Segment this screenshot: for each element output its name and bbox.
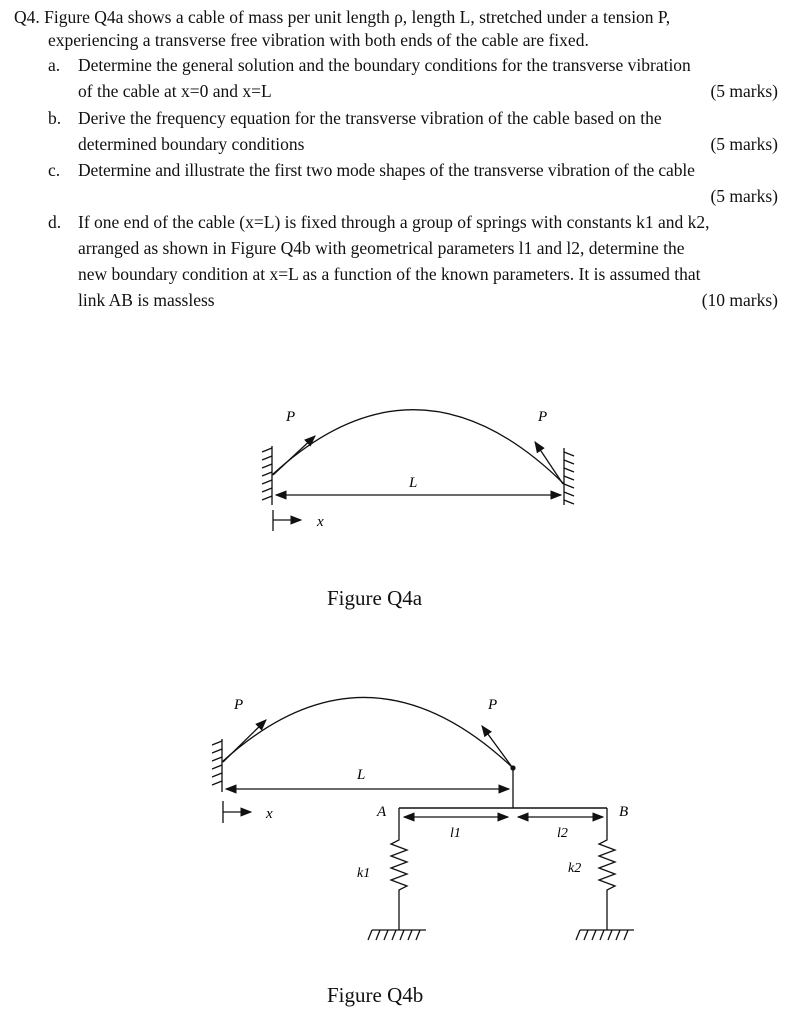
axis-label-b: x [266,806,273,822]
tension-arrow-right-a [535,442,563,484]
spring-k2 [576,808,634,940]
k2-label: k2 [568,861,582,876]
length-label-a: L [409,475,418,491]
l1-label: l1 [450,826,461,841]
tension-label-left-a: P [286,409,296,425]
left-wall-b [212,739,222,792]
tension-arrow-right-b [482,726,512,767]
k1-label: k1 [357,866,371,881]
tension-label-left-b: P [234,697,244,713]
left-wall-a [262,446,272,505]
figure-q4b [212,697,634,940]
part-a-line-2: of the cable at x=0 and x=L [78,81,272,101]
part-c-marks: (5 marks) [710,186,778,206]
part-a-line-1: Determine the general solution and the boundary conditions for the transverse vibration [78,55,691,75]
question-number: Q4. [14,7,40,27]
point-b-label: B [619,804,629,820]
part-d-line-4: link AB is massless [78,290,215,310]
point-a-label: A [377,804,387,820]
tension-label-right-b: P [488,697,498,713]
tension-label-right-a: P [538,409,548,425]
cable-arc-b [222,697,513,768]
part-c-label: c. [48,160,61,180]
l2-label: l2 [557,826,568,841]
spring-k1 [368,808,426,940]
part-d-line-1: If one end of the cable (x=L) is fixed through a group of springs with constants k1 and k2, [78,212,710,232]
part-d-line-3: new boundary condition at x=L as a function of the known parameters. It is assumed that [78,264,701,284]
intro-line-2: experiencing a transverse free vibration with both ends of the cable are fixed. [48,30,589,50]
right-wall-a [564,448,574,505]
part-b-label: b. [48,108,62,128]
figure-q4b-caption: Figure Q4b [327,983,424,1007]
part-b-line-1: Derive the frequency equation for the transverse vibration of the cable based on the [78,108,662,128]
part-d-label: d. [48,212,62,232]
part-b-line-2: determined boundary conditions [78,134,305,154]
part-d-line-2: arranged as shown in Figure Q4b with geometrical parameters l1 and l2, determine the [78,238,685,258]
part-a-marks: (5 marks) [710,81,778,101]
part-c-line-1: Determine and illustrate the first two mode shapes of the transverse vibration of the cable [78,160,695,180]
part-d-marks: (10 marks) [701,290,778,310]
intro-line-1: Figure Q4a shows a cable of mass per unit length ρ, length L, stretched under a tension P, [44,7,671,27]
cable-arc-a [272,410,564,484]
axis-label-a: x [317,514,324,530]
tension-arrow-left-a [273,436,315,475]
tension-arrow-left-b [223,720,266,762]
figure-q4a-caption: Figure Q4a [327,586,423,610]
part-a-label: a. [48,55,61,75]
length-label-b: L [357,767,366,783]
part-b-marks: (5 marks) [710,134,778,154]
